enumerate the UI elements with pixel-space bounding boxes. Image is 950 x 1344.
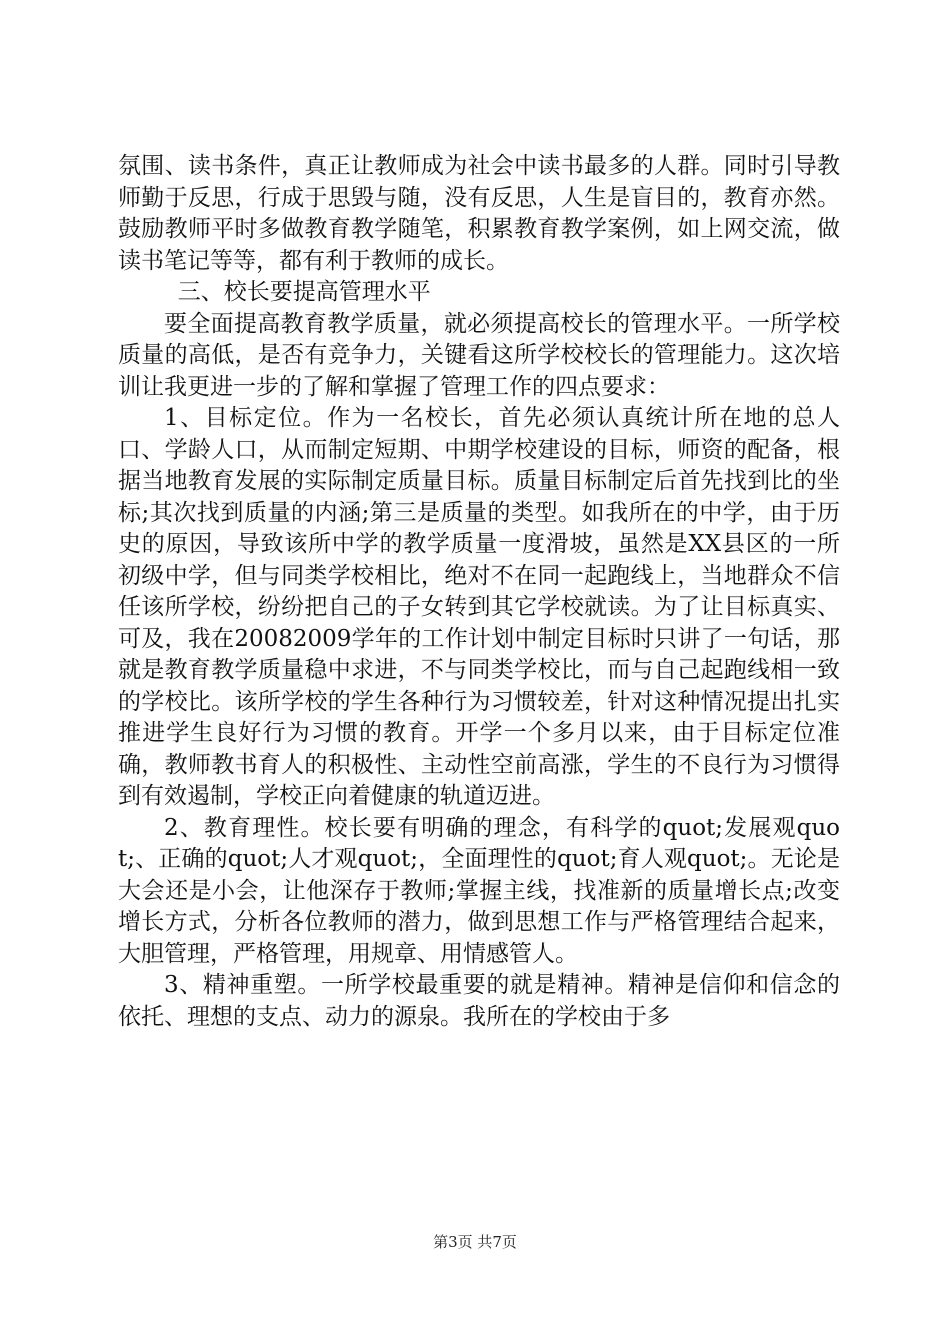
document-body: [118, 151, 840, 1033]
paragraph-point-3: 3、精神重塑。一所学校最重要的就是精神。精神是信仰和信念的依托、理想的支点、动力的源泉。我所在的学校由于多: [118, 972, 840, 1030]
paragraph-intro: 要全面提高教育教学质量，就必须提高校长的管理水平。一所学校质量的高低，是否有竞争力，关键看这所学校校长的管理能力。这次培训让我更进一步的了解和掌握了管理工作的四点要求：: [118, 310, 840, 400]
page-number: 第3页 共7页: [433, 1233, 517, 1251]
paragraph-continuation: 氛围、读书条件，真正让教师成为社会中读书最多的人群。同时引导教师勤于反思，行成于思毁与随，没有反思，人生是盲目的，教育亦然。鼓励教师平时多做教育教学随笔，积累教育教学案例，如上网交流，做读书笔记等等，都有利于教师的成长。: [118, 153, 840, 274]
paragraph-point-2: 2、教育理性。校长要有明确的理念，有科学的quot;发展观quot;、正确的quot;人才观quot;，全面理性的quot;育人观quot;。无论是大会还是小会，让他深存于教师;掌握主线，找准新的质量增长点;改变增长方式，分析各位教师的潜力，做到思想工作与严格管理结合起来，大胆管理，严格管理，用规章、用情感管人。: [118, 814, 840, 967]
paragraph-point-1: 1、目标定位。作为一名校长，首先必须认真统计所在地的总人口、学龄人口，从而制定短期、中期学校建设的目标，师资的配备，根据当地教育发展的实际制定质量目标。质量目标制定后首先找到比的坐标;其次找到质量的内涵;第三是质量的类型。如我所在的中学，由于历史的原因，导致该所中学的教学质量一度滑坡，虽然是XX县区的一所初级中学，但与同类学校相比，绝对不在同一起跑线上，当地群众不信任该所学校，纷纷把自己的子女转到其它学校就读。为了让目标真实、可及，我在20082009学年的工作计划中制定目标时只讲了一句话，那就是教育教学质量稳中求进，不与同类学校比，而与自己起跑线相一致的学校比。该所学校的学生各种行为习惯较差，针对这种情况提出扎实推进学生良好行为习惯的教育。开学一个多月以来，由于目标定位准确，教师教书育人的积极性、主动性空前高涨，学生的不良行为习惯得到有效遏制，学校正向着健康的轨道迈进。: [118, 405, 840, 809]
section-heading: 三、校长要提高管理水平: [177, 279, 431, 305]
